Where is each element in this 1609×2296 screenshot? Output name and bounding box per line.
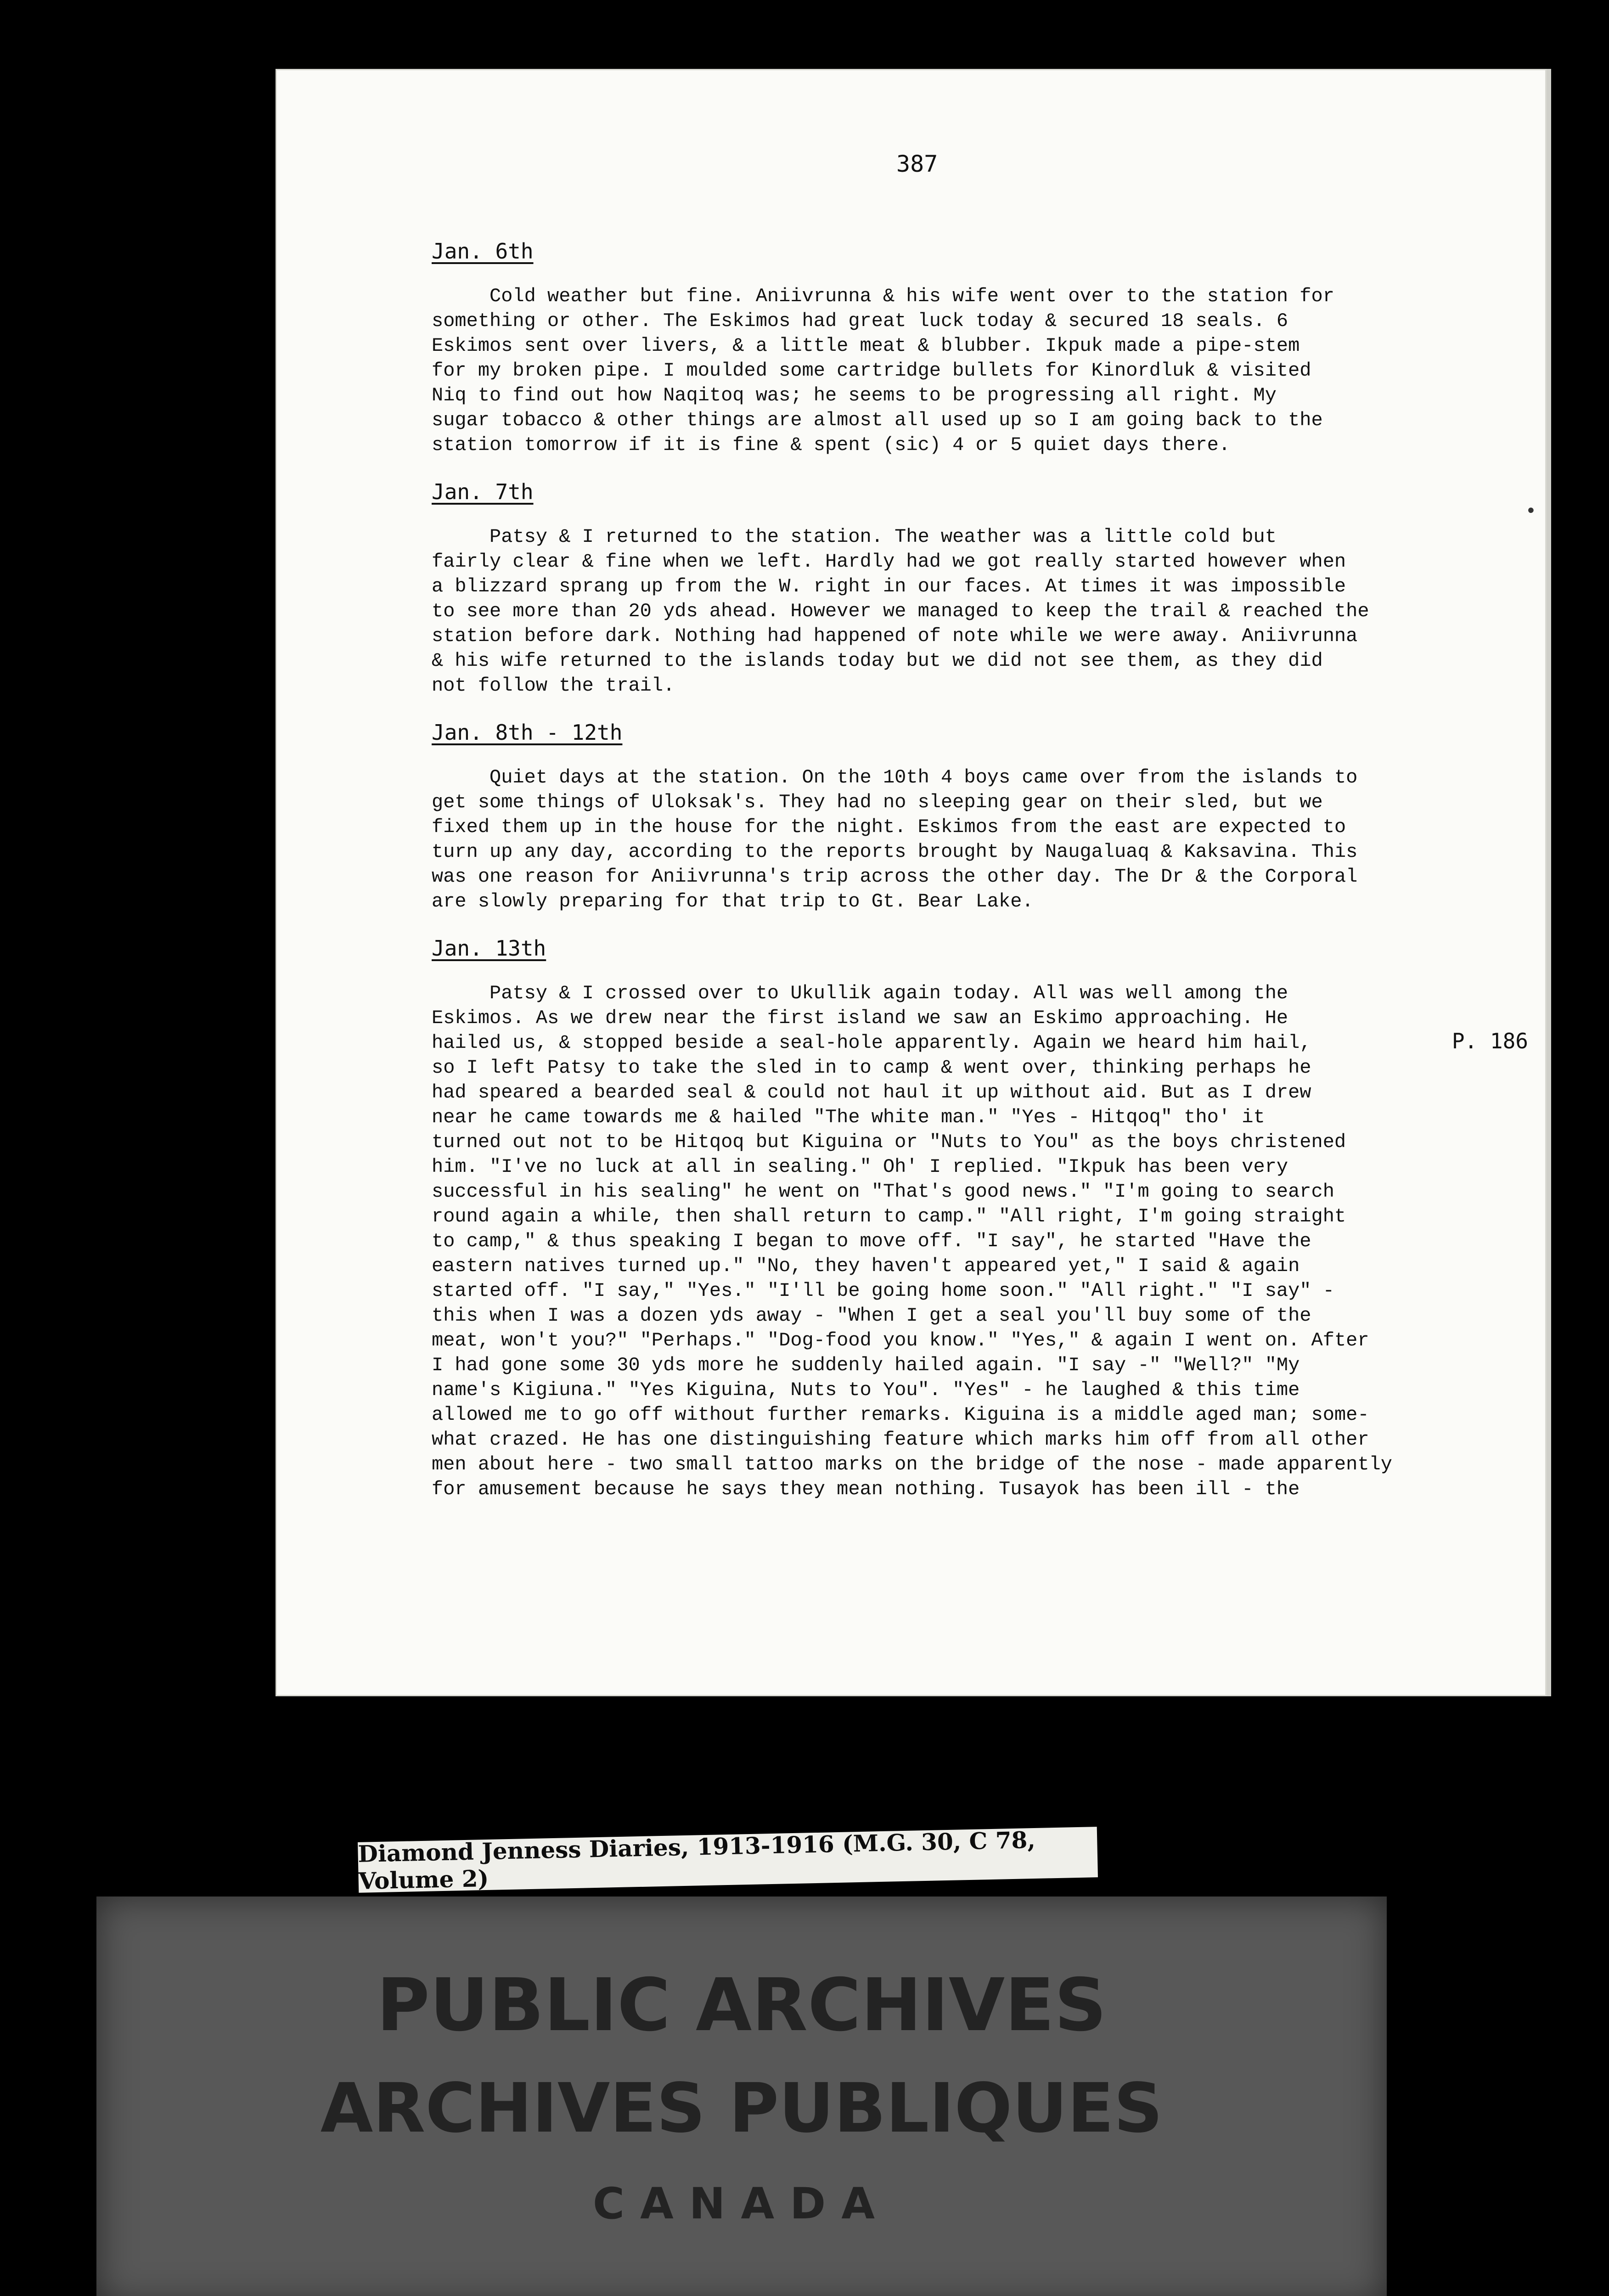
entry-text: Patsy & I returned to the station. The weather was a little cold but fairly clear & fine when we left. Hardly had we got really started however when a blizzard sprang up from the W. right in our faces. At times it was impossible to see more than 20 yds ahead. However we managed to keep the trail & reached the station before dark. Nothing had happened of note while we were away. Aniivrunna & his wife returned to the islands today but we did not see them, as they did not follow the trail. [432, 526, 1369, 697]
stamp-line-english: PUBLIC ARCHIVES [377, 1963, 1107, 2048]
margin-mark: • [1525, 501, 1536, 522]
entry-text: Quiet days at the station. On the 10th 4 boys came over from the islands to get some things of Uloksak's. They had no sleeping gear on their sled, but we fixed them up in the house for the night. Eskimos from the east are expected to turn up any day, according to the reports brought by Naugaluaq & Kaksavina. This was one reason for Aniivrunna's trip across the other day. The Dr & the Corporal are slowly preparing for that trip to Gt. Bear Lake. [432, 766, 1358, 912]
entry-date: Jan. 6th [432, 239, 534, 264]
diary-entry [432, 479, 1543, 698]
archive-label [358, 1827, 1098, 1893]
entry-date: Jan. 7th [432, 479, 534, 504]
diary-content [432, 239, 1543, 1524]
stamp-line-french: ARCHIVES PUBLIQUES [320, 2069, 1163, 2148]
diary-entry [432, 239, 1543, 457]
diary-entry [432, 936, 1543, 1502]
page-reference: P. 186 [1451, 1029, 1528, 1053]
diary-page [276, 69, 1547, 1696]
archives-stamp [96, 1896, 1387, 2296]
entry-date: Jan. 13th [432, 936, 546, 961]
entry-text: Cold weather but fine. Aniivrunna & his wife went over to the station for something or other. The Eskimos had great luck today & secured 18 seals. 6 Eskimos sent over livers, & a little meat & blubber. Ikpuk made a pipe-stem for my broken pipe. I moulded some cartridge bullets for Kinordluk & visited Niq to find out how Naqitoq was; he seems to be progressing all right. My sugar tobacco & other things are almost all used up so I am going back to the station tomorrow if it is fine & spent (sic) 4 or 5 quiet days there. [432, 285, 1334, 456]
entry-text: Patsy & I crossed over to Ukullik again today. All was well among the Eskimos. As we drew near the first island we saw an Eskimo approaching. He hailed us, & stopped beside a seal-hole apparently. Again we heard him hail, so I left Patsy to take the sled in to camp & went over, thinking perhaps he had speared a bearded seal & could not haul it up without aid. But as I drew near he came towards me & hailed "The white man." "Yes - Hitqoq" tho' it turned out not to be Hitqoq but Kiguina or "Nuts to You" as the boys christened him. "I've no luck at all in sealing." Oh' I replied. "Ikpuk has been very successful in his sealing" he went on "That's good news." "I'm going to search round again a while, then shall return to camp." "All right, I'm going straight to camp," & thus speaking I began to move off. "I say", he started "Have the eastern natives turned up." "No, they haven't appeared yet," I said & again started off. "I say," "Yes." "I'll be going home soon." "All right." "I say" - this when I was a dozen yds away - "When I get a seal you'll buy some of the meat, won't you?" "Perhaps." "Dog-food you know." "Yes," & again I went on. After I had gone some 30 yds more he suddenly hailed again. "I say -" "Well?" "My name's Kigiuna." "Yes Kiguina, Nuts to You". "Yes" - he laughed & this time allowed me to go off without further remarks. Kiguina is a middle aged man; some- what crazed. He has one distinguishing feature which marks him off from all other men about here - two small tattoo marks on the bridge of the nose - made apparently for amusement because he says they mean nothing. Tusayok has been ill - the [432, 982, 1392, 1500]
entry-date: Jan. 8th - 12th [432, 720, 623, 745]
archive-label-text: Diamond Jenness Diaries, 1913-1916 (M.G. 30, C 78, Volume 2) [357, 1826, 1036, 1895]
page-number: 387 [896, 151, 938, 177]
diary-entry [432, 720, 1543, 914]
stamp-line-country: CANADA [593, 2179, 890, 2229]
